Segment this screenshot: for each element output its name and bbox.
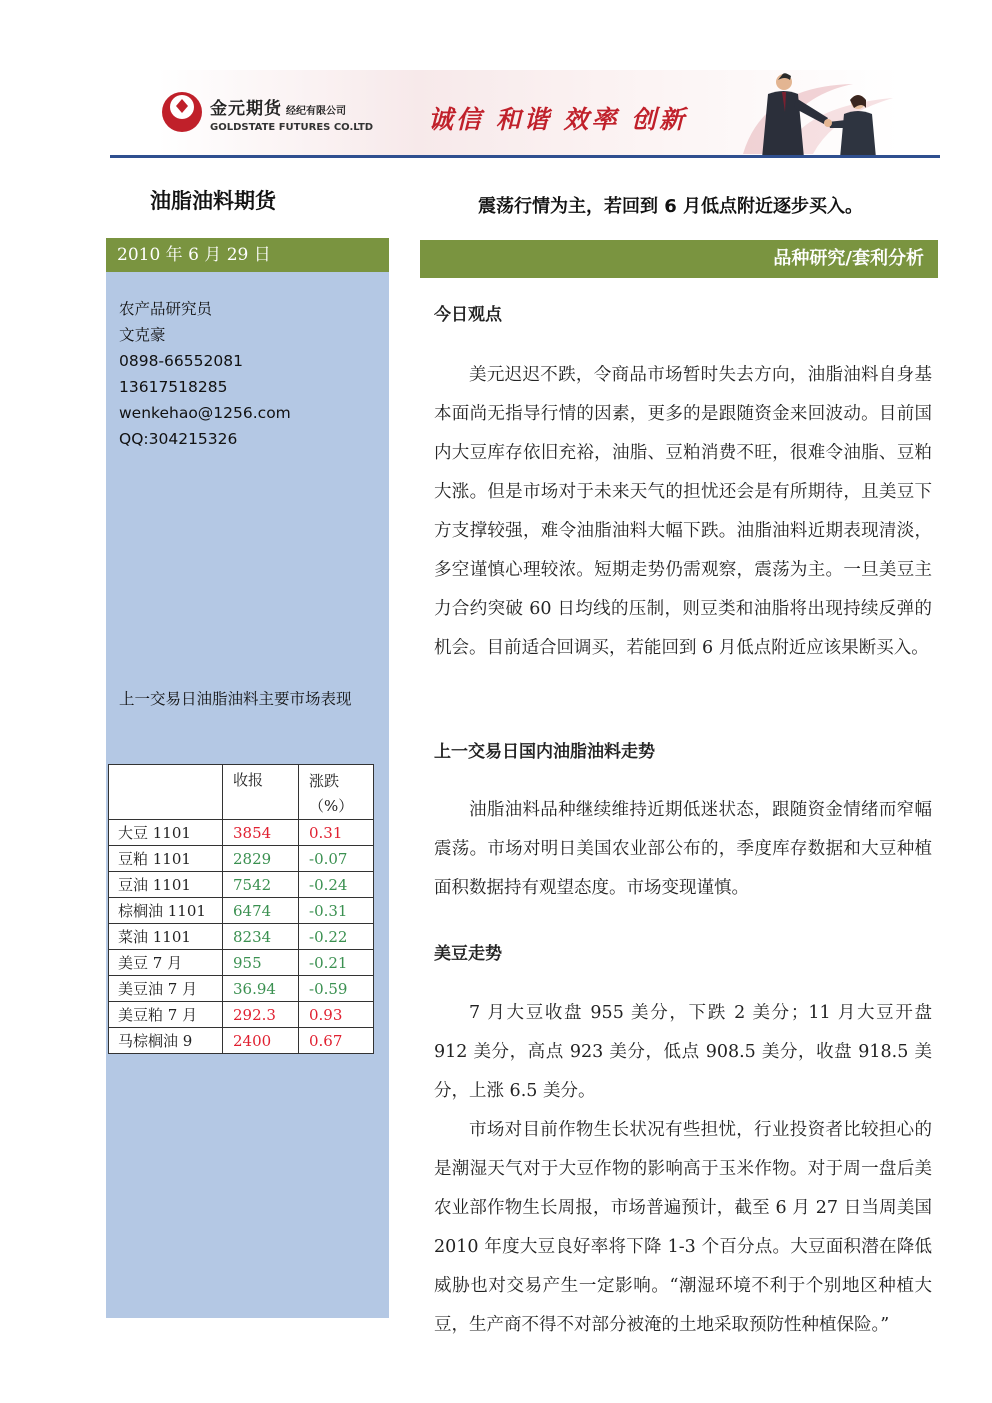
change-percent: -0.22 xyxy=(299,924,374,950)
analyst-contact xyxy=(119,296,291,452)
paragraph-us-soy-weather: 市场对目前作物生长状况有些担忧，行业投资者比较担心的是潮湿天气对于大豆作物的影响高于玉米作物。对于周一盘后美农业部作物生长周报，市场普遍预计，截至 6 月 27 日当周美国 2010 年度大豆良好率将下降 1-3 个百分点。大豆面积潜在降低威胁也对交易产生一定影响。“潮湿环境不利于个别地区种植大豆，生产商不得不对部分被淹的土地采取预防性种植保险。” xyxy=(434,1120,932,1335)
analyst-phone: 0898-66552081 xyxy=(119,352,243,370)
paragraph-today-view: 美元迟迟不跌，令商品市场暂时失去方向，油脂油料自身基本面尚无指导行情的因素，更多的是跟随资金来回波动。目前国内大豆库存依旧充裕，油脂、豆粕消费不旺，很难令油脂、豆粕大涨。但是市场对于未来天气的担忧还会是有所期待，且美豆下方支撑较强，难令油脂油料大幅下跌。油脂油料近期表现清淡，多空谨慎心理较浓。短期走势仍需观察，震荡为主。一旦美豆主力合约突破 60 日均线的压制，则豆类和油脂将出现持续反弹的机会。目前适合回调买，若能回到 6 月低点附近应该果断买入。 xyxy=(434,365,932,658)
contract-name: 菜油 1101 xyxy=(109,924,223,950)
change-percent: -0.24 xyxy=(299,872,374,898)
slogan: 诚信 和谐 效率 创新 xyxy=(428,105,688,134)
analyst-role: 农产品研究员 xyxy=(119,300,213,318)
close-price: 2400 xyxy=(223,1028,299,1054)
table-row xyxy=(109,820,374,846)
table-row xyxy=(109,846,374,872)
contract-name: 豆油 1101 xyxy=(109,872,223,898)
section-heading-domestic: 上一交易日国内油脂油料走势 xyxy=(434,742,655,762)
close-price: 955 xyxy=(223,950,299,976)
header-banner xyxy=(158,70,900,158)
analyst-qq: QQ:304215326 xyxy=(119,430,238,448)
change-percent: -0.21 xyxy=(299,950,374,976)
close-price: 2829 xyxy=(223,846,299,872)
handshake-people-illustration xyxy=(738,72,898,158)
section-heading-today: 今日观点 xyxy=(434,305,502,325)
close-price: 36.94 xyxy=(223,976,299,1002)
table-header-change: 涨跌 xyxy=(309,772,340,790)
category-bar: 品种研究/套利分析 xyxy=(420,240,938,278)
paragraph-us-soy-prices: 7 月大豆收盘 955 美分，下跌 2 美分；11 月大豆开盘 912 美分，高点 923 美分，低点 908.5 美分，收盘 918.5 美分，上涨 6.5 美分。 xyxy=(434,1003,932,1101)
contract-name: 美豆油 7 月 xyxy=(109,976,223,1002)
contract-name: 马棕榈油 9 xyxy=(109,1028,223,1054)
analyst-email[interactable]: wenkehao@1256.com xyxy=(119,404,291,422)
paragraph-domestic: 油脂油料品种继续维持近期低迷状态，跟随资金情绪而窄幅震荡。市场对明日美国农业部公布的，季度库存数据和大豆种植面积数据持有观望态度。市场变现谨慎。 xyxy=(434,800,932,898)
close-price: 8234 xyxy=(223,924,299,950)
table-header-row xyxy=(109,765,374,820)
change-percent: 0.93 xyxy=(299,1002,374,1028)
analyst-mobile: 13617518285 xyxy=(119,378,228,396)
table-row xyxy=(109,1002,374,1028)
change-percent: -0.31 xyxy=(299,898,374,924)
change-percent: -0.07 xyxy=(299,846,374,872)
contract-name: 美豆 7 月 xyxy=(109,950,223,976)
table-header-cell xyxy=(299,765,374,820)
company-name-cn: 金元期货 经纪有限公司 xyxy=(210,99,346,119)
analyst-name: 文克豪 xyxy=(119,326,166,344)
market-performance-title: 上一交易日油脂油料主要市场表现 xyxy=(119,690,352,708)
company-logo-icon xyxy=(160,90,204,134)
close-price: 3854 xyxy=(223,820,299,846)
header-rule xyxy=(110,155,940,158)
contract-name: 棕榈油 1101 xyxy=(109,898,223,924)
change-percent: 0.31 xyxy=(299,820,374,846)
company-name-en: GOLDSTATE FUTURES CO.LTD xyxy=(210,122,374,133)
change-percent: -0.59 xyxy=(299,976,374,1002)
change-percent: 0.67 xyxy=(299,1028,374,1054)
contract-name: 美豆粕 7 月 xyxy=(109,1002,223,1028)
table-row xyxy=(109,872,374,898)
table-row xyxy=(109,898,374,924)
sidebar xyxy=(106,238,389,1318)
close-price: 6474 xyxy=(223,898,299,924)
contract-name: 豆粕 1101 xyxy=(109,846,223,872)
table-header-cell: 收报 xyxy=(223,765,299,820)
close-price: 292.3 xyxy=(223,1002,299,1028)
product-title: 油脂油料期货 xyxy=(150,189,276,213)
close-price: 7542 xyxy=(223,872,299,898)
table-header-cell xyxy=(109,765,223,820)
table-row xyxy=(109,924,374,950)
contract-name: 大豆 1101 xyxy=(109,820,223,846)
table-row xyxy=(109,950,374,976)
table-row xyxy=(109,976,374,1002)
report-date: 2010 年 6 月 29 日 xyxy=(106,238,389,272)
section-heading-us-soy: 美豆走势 xyxy=(434,944,502,964)
table-header-percent: （%） xyxy=(309,797,354,815)
table-row xyxy=(109,1028,374,1054)
market-table xyxy=(108,764,374,1054)
report-headline: 震荡行情为主，若回到 6 月低点附近逐步买入。 xyxy=(478,196,864,217)
